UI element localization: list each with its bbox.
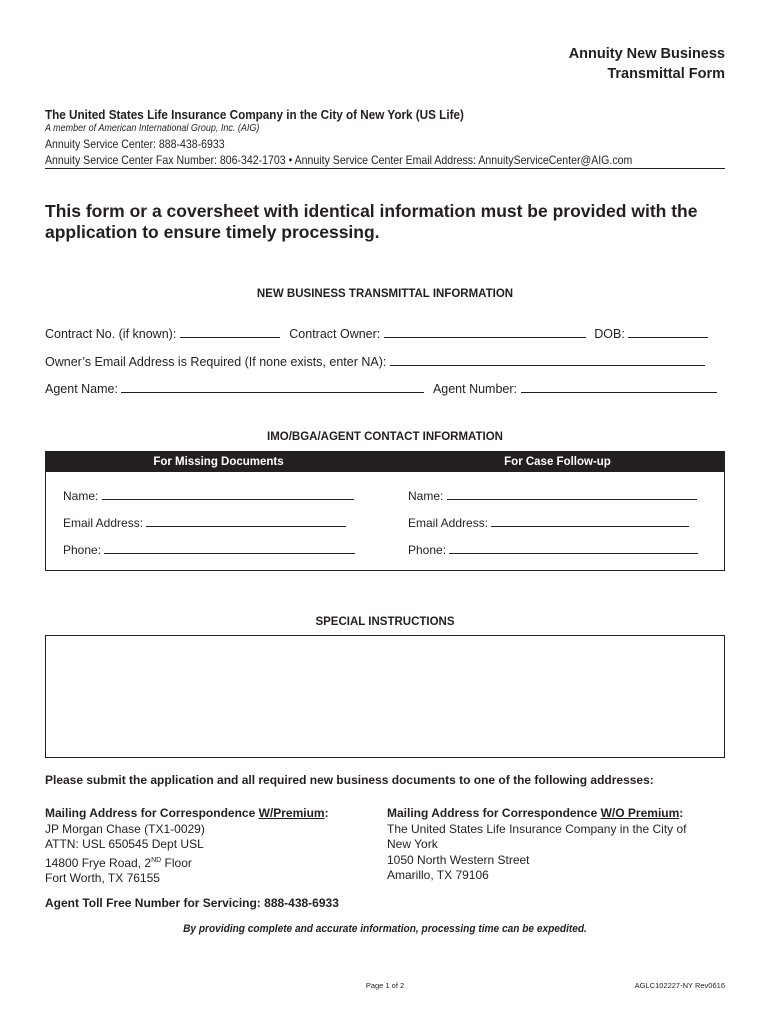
agent-number-label: Agent Number: [432, 382, 518, 396]
page-number: Page 1 of 2 [365, 981, 405, 990]
missing-documents-header: For Missing Documents [153, 456, 284, 468]
left-phone-field[interactable] [104, 541, 355, 554]
dob-field[interactable] [628, 325, 708, 338]
agent-row [45, 380, 717, 396]
contact-heading: IMO/BGA/AGENT CONTACT INFORMATION [267, 431, 503, 443]
owner-email-row [45, 353, 705, 369]
left-email-row [63, 514, 346, 530]
address-with-premium-heading: Mailing Address for Correspondence W/Premium: [45, 806, 329, 820]
owner-email-field[interactable] [390, 353, 705, 366]
headline: This form or a coversheet with identical information must be provided with the application to ensure timely processing. [45, 201, 698, 242]
service-center-phone: Annuity Service Center: 888-438-6933 [45, 137, 225, 151]
header-divider [45, 168, 725, 169]
right-phone-row [408, 541, 698, 557]
contract-no-field[interactable] [180, 325, 280, 338]
address-line: 14800 Frye Road, 2ND Floor [45, 855, 192, 870]
right-email-label: Email Address: [408, 516, 489, 530]
left-name-field[interactable] [102, 487, 354, 500]
left-name-row [63, 487, 354, 503]
special-instructions-field[interactable] [45, 635, 725, 758]
address-with-premium [45, 806, 375, 887]
address-line: Amarillo, TX 79106 [387, 868, 489, 882]
contract-owner-label: Contract Owner: [289, 327, 381, 341]
right-phone-field[interactable] [449, 541, 698, 554]
owner-email-label: Owner’s Email Address is Required (If none exists, enter NA): [45, 355, 387, 369]
address-without-premium [387, 806, 732, 884]
left-name-label: Name: [63, 489, 99, 503]
address-line: Fort Worth, TX 76155 [45, 871, 160, 885]
contract-no-label: Contract No. (if known): [45, 327, 177, 341]
right-name-label: Name: [408, 489, 444, 503]
agent-toll-free-number: Agent Toll Free Number for Servicing: 888-438-6933 [45, 896, 339, 910]
right-name-row [408, 487, 697, 503]
right-phone-label: Phone: [408, 543, 447, 557]
member-note: A member of American International Group, Inc. (AIG) [45, 123, 260, 134]
expedite-note: By providing complete and accurate information, processing time can be expedited. [183, 923, 587, 935]
form-title-line2: Transmittal Form [607, 66, 725, 82]
special-instructions-heading: SPECIAL INSTRUCTIONS [315, 616, 455, 628]
submit-instructions: Please submit the application and all required new business documents to one of the following addresses: [45, 773, 654, 787]
left-email-label: Email Address: [63, 516, 144, 530]
left-phone-label: Phone: [63, 543, 102, 557]
case-follow-up-header: For Case Follow-up [504, 456, 611, 468]
address-line: The United States Life Insurance Company in the City of [387, 821, 687, 836]
form-title-line1: Annuity New Business [568, 46, 725, 62]
service-center-fax-email: Annuity Service Center Fax Number: 806-342-1703 • Annuity Service Center Email Address: AnnuityServiceCenter@AIG.com [45, 153, 633, 167]
agent-number-field[interactable] [521, 380, 717, 393]
agent-name-label: Agent Name: [45, 382, 118, 396]
address-line: ATTN: USL 650545 Dept USL [45, 837, 204, 851]
form-code: AGLC102227-NY Rev0616 [634, 981, 725, 990]
contract-owner-field[interactable] [384, 325, 586, 338]
agent-name-field[interactable] [121, 380, 424, 393]
address-without-premium-heading: Mailing Address for Correspondence W/O Premium: [387, 806, 684, 820]
contact-table [45, 451, 725, 571]
right-email-field[interactable] [491, 514, 689, 527]
dob-label: DOB: [594, 327, 625, 341]
address-line: 1050 North Western Street [387, 852, 530, 867]
service-center-info [45, 136, 632, 168]
address-line: JP Morgan Chase (TX1-0029) [45, 821, 205, 836]
address-line: New York [387, 837, 438, 851]
form-title [569, 44, 725, 84]
company-name: The United States Life Insurance Company in the City of New York (US Life) [45, 107, 464, 122]
right-email-row [408, 514, 689, 530]
left-email-field[interactable] [146, 514, 346, 527]
contact-table-header [46, 452, 724, 472]
left-phone-row [63, 541, 355, 557]
transmittal-heading: NEW BUSINESS TRANSMITTAL INFORMATION [256, 288, 514, 300]
contract-row [45, 325, 708, 341]
right-name-field[interactable] [447, 487, 697, 500]
